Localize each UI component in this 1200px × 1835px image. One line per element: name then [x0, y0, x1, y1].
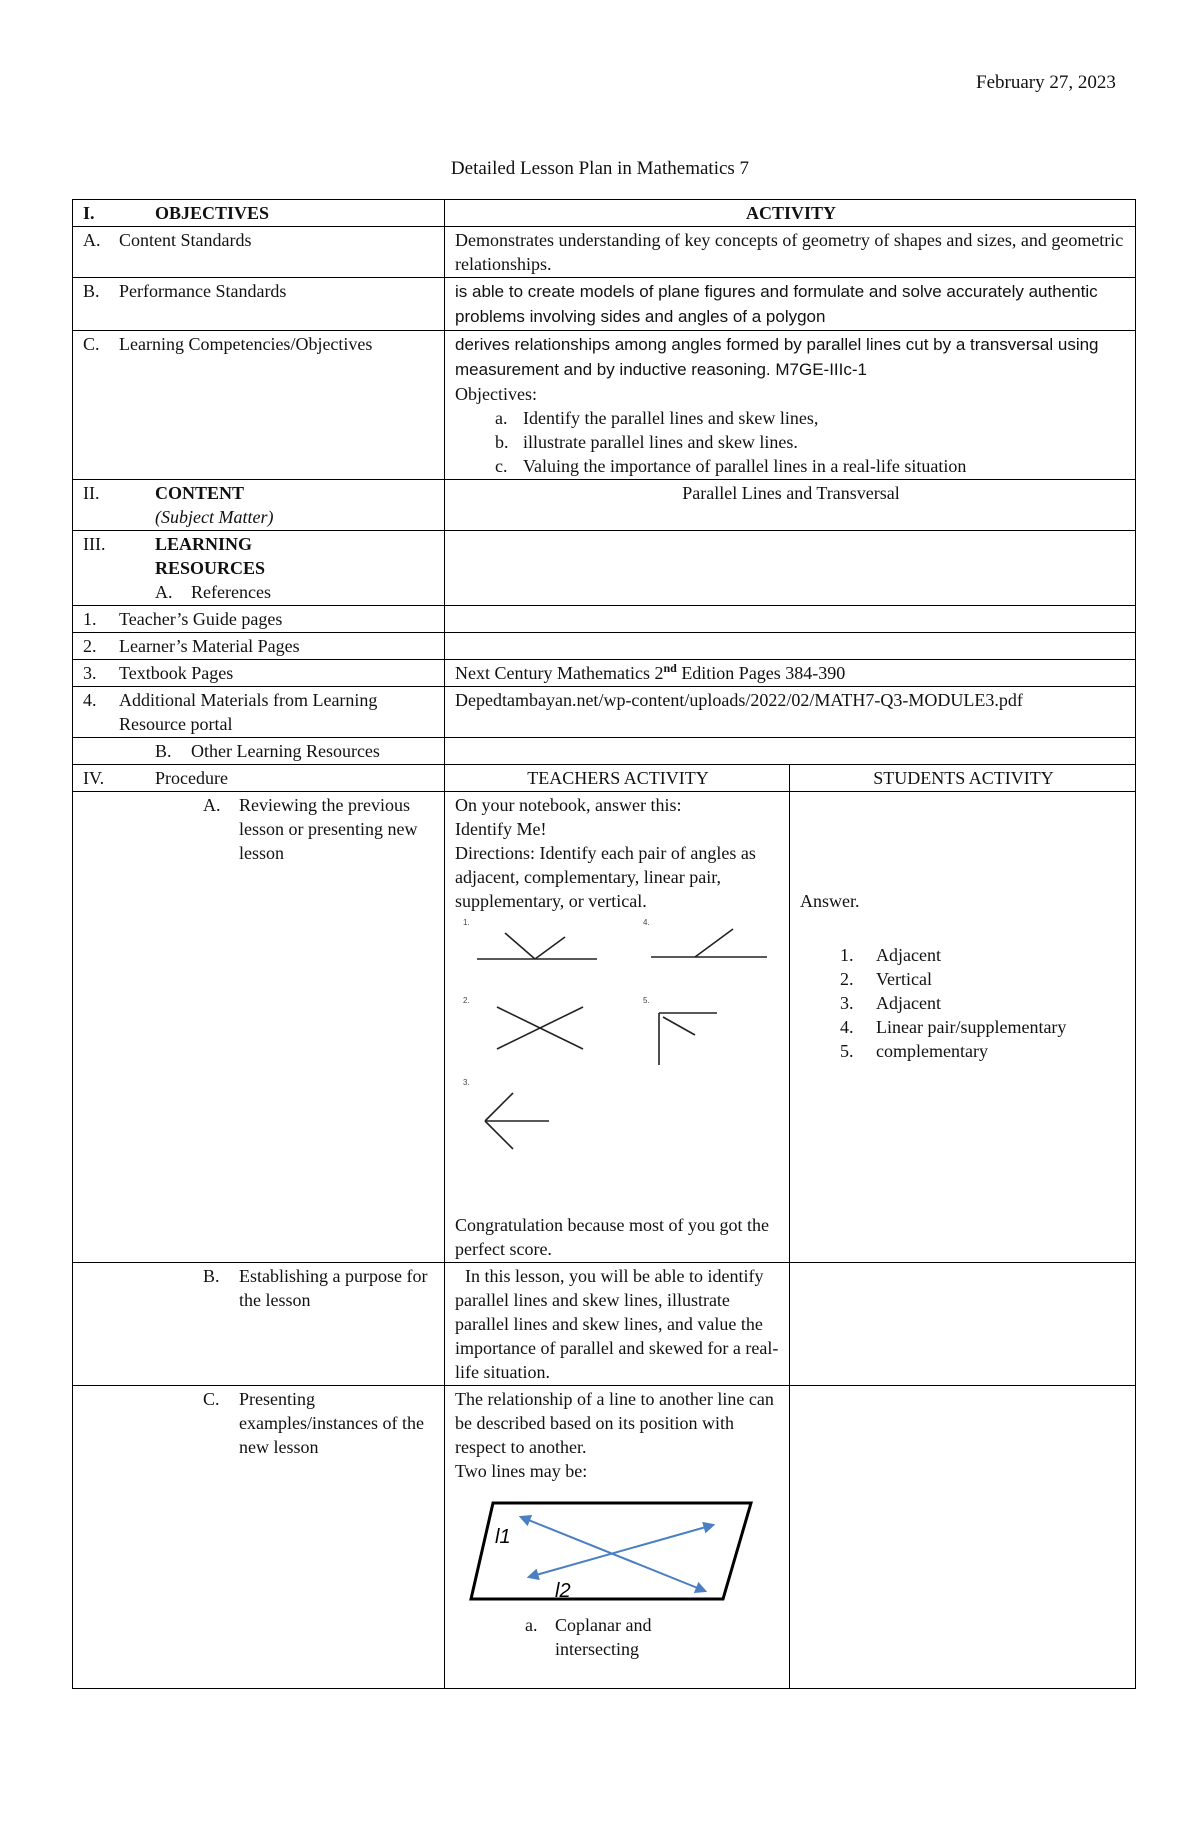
learning-resources-row: III. LEARNING RESOURCES A. References [73, 531, 1136, 606]
svg-text:l1: l1 [495, 1526, 511, 1548]
svg-text:1.: 1. [463, 918, 470, 927]
objectives-heading: OBJECTIVES [155, 203, 270, 223]
answers-list [800, 943, 1127, 1063]
objective-item: a. Identify the parallel lines and skew lines, [495, 408, 819, 428]
answer-item: 3. Adjacent [840, 993, 941, 1013]
objective-item: c. Valuing the importance of parallel lines in a real-life situation [495, 456, 967, 476]
answer-label: Answer. [800, 891, 860, 911]
resource-row: 2. Learner’s Material Pages [73, 633, 1136, 660]
content-numeral: II. [83, 483, 100, 503]
answer-item: 2. Vertical [840, 969, 932, 989]
content-sub: (Subject Matter) [155, 507, 274, 527]
procedure-heading: Procedure [155, 768, 228, 788]
resources-heading: LEARNING RESOURCES [155, 534, 266, 578]
step-a-label: Reviewing the previous lesson or presenting new lesson [239, 795, 418, 863]
performance-standards-text: is able to create models of plane figures and formulate and solve accurately authentic problems involving sides and angles of a polygon [445, 278, 1136, 331]
content-heading: CONTENT [155, 483, 245, 503]
textbook-pages-value: Next Century Mathematics 2nd Edition Pages 384-390 [445, 660, 1136, 687]
svg-text:l2: l2 [555, 1580, 571, 1602]
content-standards-text: Demonstrates understanding of key concepts of geometry of shapes and sizes, and geometric relationships. [445, 227, 1136, 278]
teachers-activity-heading: TEACHERS ACTIVITY [445, 765, 790, 792]
content-standards-label: Content Standards [119, 230, 252, 250]
procedure-step-b: B. Establishing a purpose for the lesson In this lesson, you will be able to identify parallel lines and skew lines, illustrate parallel lines and skew lines, and value the importance of parallel and skewed for a real-life situation. [73, 1263, 1136, 1386]
intersecting-lines-svg [465, 1499, 755, 1609]
procedure-step-c: C. Presenting examples/instances of the new lesson The relationship of a line to another line can be described based on its position with respect to another. Two lines may be: l1 l2 a. Coplanar and intersecting [73, 1386, 1136, 1689]
resource-row: 4. Additional Materials from Learning Resource portal Depedtambayan.net/wp-content/uploads/2022/02/MATH7-Q3-MODULE3.pdf [73, 687, 1136, 738]
references-label: References [191, 582, 271, 602]
coplanar-item: a. Coplanar and intersecting [525, 1615, 652, 1659]
content-row [73, 480, 1136, 531]
activity-heading: ACTIVITY [445, 200, 1136, 227]
angle-pairs-figure [455, 913, 781, 1213]
resources-numeral: III. [83, 534, 106, 554]
svg-text:5.: 5. [643, 996, 650, 1005]
teacher-closing: Congratulation because most of you got the perfect score. [455, 1215, 769, 1259]
step-c-teacher-text: The relationship of a line to another line can be described based on its position with respect to another. [455, 1389, 774, 1457]
learning-competencies-label: Learning Competencies/Objectives [119, 334, 373, 354]
resource-row: 3. Textbook Pages Next Century Mathematics 2nd Edition Pages 384-390 [73, 660, 1136, 687]
objectives-list [455, 406, 1127, 478]
competency-text: derives relationships among angles formed by parallel lines cut by a transversal using measurement and by inductive reasoning. M7GE-IIIc-1 [455, 335, 1099, 379]
additional-materials-link[interactable]: Depedtambayan.net/wp-content/uploads/2022/02/MATH7-Q3-MODULE3.pdf [445, 687, 1136, 738]
answer-item: 4. Linear pair/supplementary [840, 1017, 1067, 1037]
step-c-label: Presenting examples/instances of the new lesson [239, 1389, 424, 1457]
resource-row: 1. Teacher’s Guide pages [73, 606, 1136, 633]
svg-text:4.: 4. [643, 918, 650, 927]
content-value: Parallel Lines and Transversal [445, 480, 1136, 531]
procedure-header-row: IV. Procedure TEACHERS ACTIVITY STUDENTS ACTIVITY [73, 765, 1136, 792]
answer-item: 1. Adjacent [840, 945, 941, 965]
students-activity-heading: STUDENTS ACTIVITY [790, 765, 1136, 792]
step-b-teacher-text: In this lesson, you will be able to identify parallel lines and skew lines, illustrate parallel lines and skew lines, and value the importance of parallel and skewed for a real-life situation. [445, 1263, 790, 1386]
objectives-header-row [73, 200, 1136, 227]
objectives-label: Objectives: [455, 384, 537, 404]
angle-pairs-svg [455, 913, 775, 1213]
learning-competencies-row: C. Learning Competencies/Objectives derives relationships among angles formed by parallel lines cut by a transversal using measurement and by inductive reasoning. M7GE-IIIc-1 Objectives: a. Identify the parallel lines and skew lines, b. illustrate parallel lines and skew lines. c. Valuing the importance of parallel lines in a real-life situation [73, 331, 1136, 480]
step-b-label: Establishing a purpose for the lesson [239, 1266, 428, 1310]
content-standards-row: A. Content Standards Demonstrates understanding of key concepts of geometry of shapes and sizes, and geometric relationships. [73, 227, 1136, 278]
lesson-plan-table [72, 199, 1136, 1689]
svg-text:2.: 2. [463, 996, 470, 1005]
objectives-numeral: I. [83, 203, 95, 223]
other-resources-row: B. Other Learning Resources [73, 738, 1136, 765]
svg-text:3.: 3. [463, 1078, 470, 1087]
answer-item: 5. complementary [840, 1041, 988, 1061]
document-title: Detailed Lesson Plan in Mathematics 7 [450, 158, 750, 179]
intersecting-lines-figure [455, 1483, 781, 1613]
performance-standards-row: B. Performance Standards is able to create models of plane figures and formulate and solve accurately authentic problems involving sides and angles of a polygon [73, 278, 1136, 331]
performance-standards-label: Performance Standards [119, 281, 287, 301]
procedure-step-a: A. Reviewing the previous lesson or presenting new lesson On your notebook, answer this: Identify Me! Directions: Identify each pair of angles as adjacent, complementary, linear pair, supplementary, or vertical. 1. 4. 2. 5. 3. Congratulation because most of you got the perfect score. Answer. 1. Adjacent 2. Vertical 3. Adjacent 4. Linear pair/supplementary 5. complementary [73, 792, 1136, 1263]
lesson-date: February 27, 2023 [976, 72, 1116, 93]
objective-item: b. illustrate parallel lines and skew lines. [495, 432, 798, 452]
